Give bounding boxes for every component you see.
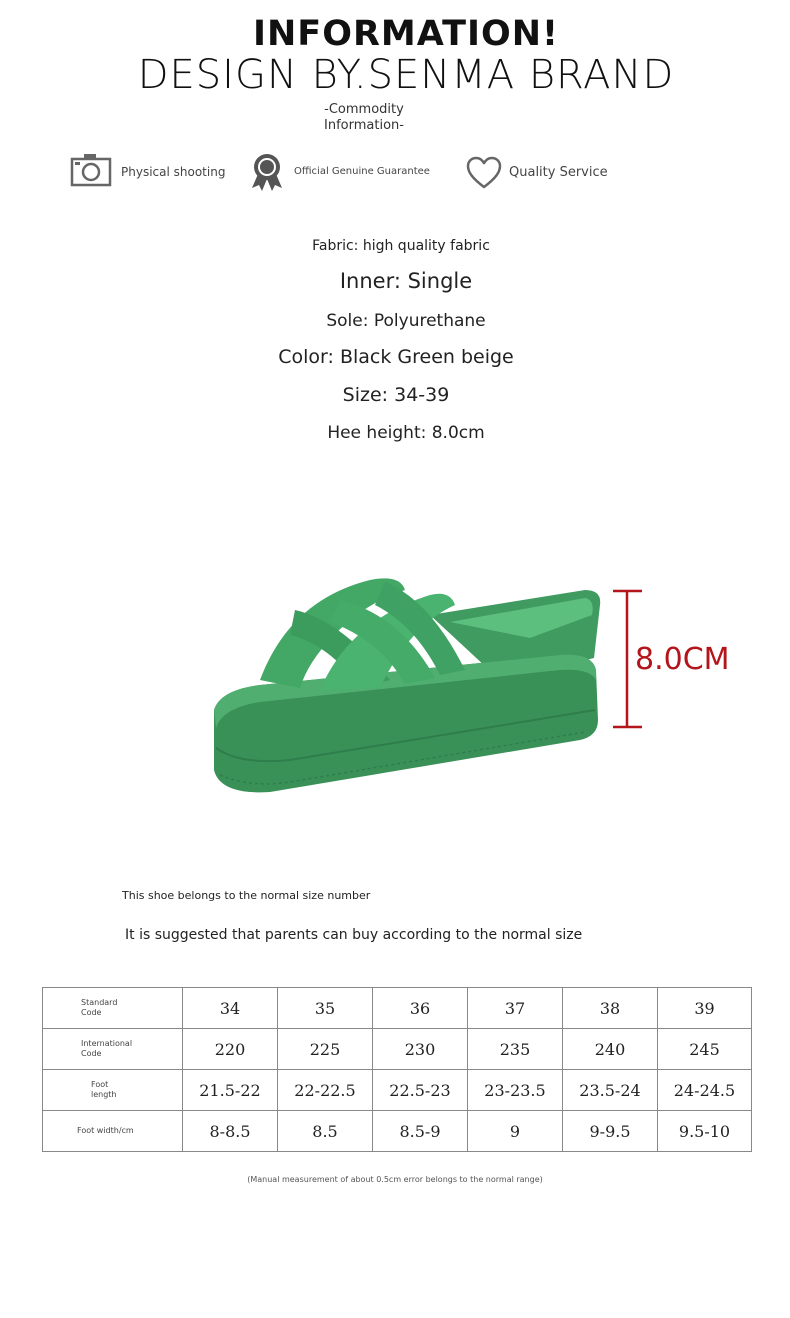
table-cell: 245 [658,1029,752,1070]
spec-sole: Sole: Polyurethane [326,311,486,331]
table-cell: 37 [468,988,563,1029]
spec-inner: Inner: Single [339,269,473,293]
table-cell: 8.5-9 [373,1111,468,1152]
table-cell: 23.5-24 [563,1070,658,1111]
row-header-international-code: International Code [43,1029,183,1070]
info-heading: INFORMATION! [252,14,560,54]
feature-label-genuine-guarantee: Official Genuine Guarantee [294,166,430,177]
spec-size: Size: 34-39 [342,384,450,406]
table-cell: 8-8.5 [183,1111,278,1152]
size-note-normal: This shoe belongs to the normal size number [122,889,371,902]
table-row [43,1070,752,1111]
heart-icon [466,156,502,190]
table-cell: 225 [278,1029,373,1070]
table-cell: 9.5-10 [658,1111,752,1152]
table-row [43,1111,752,1152]
commodity-label: -Commodity [324,102,404,117]
row-header-foot-width: Foot width/cm [43,1111,183,1152]
table-row [43,1029,752,1070]
table-cell: 8.5 [278,1111,373,1152]
brand-heading: DESIGN BY.SENMA BRAND [137,52,675,98]
feature-label-physical-shooting: Physical shooting [121,165,226,179]
row-header-standard-code: Standard Code [43,988,183,1029]
spec-heel-height: Hee height: 8.0cm [327,423,485,443]
table-cell: 36 [373,988,468,1029]
size-table [42,987,752,1152]
table-cell: 34 [183,988,278,1029]
table-cell: 22.5-23 [373,1070,468,1111]
measurement-footnote: (Manual measurement of about 0.5cm error belongs to the normal range) [247,1175,543,1184]
table-cell: 39 [658,988,752,1029]
information-label: Information- [324,118,404,133]
size-note-suggestion: It is suggested that parents can buy according to the normal size [125,927,583,943]
product-sandal-image [200,560,620,810]
table-row [43,988,752,1029]
feature-label-quality-service: Quality Service [509,165,608,180]
table-cell: 21.5-22 [183,1070,278,1111]
spec-color: Color: Black Green beige [278,346,514,368]
award-ribbon-icon [248,152,286,192]
feature-quality-service [466,156,502,194]
table-cell: 220 [183,1029,278,1070]
row-header-foot-length: Foot length [43,1070,183,1111]
table-cell: 230 [373,1029,468,1070]
table-cell: 235 [468,1029,563,1070]
table-cell: 38 [563,988,658,1029]
table-cell: 23-23.5 [468,1070,563,1111]
heel-measure-label: 8.0CM [635,642,730,677]
table-cell: 9-9.5 [563,1111,658,1152]
table-cell: 24-24.5 [658,1070,752,1111]
feature-genuine-guarantee [248,152,286,196]
table-cell: 240 [563,1029,658,1070]
feature-physical-shooting [70,152,112,192]
table-cell: 9 [468,1111,563,1152]
table-cell: 35 [278,988,373,1029]
table-cell: 22-22.5 [278,1070,373,1111]
spec-fabric: Fabric: high quality fabric [312,238,490,254]
camera-icon [70,152,112,188]
